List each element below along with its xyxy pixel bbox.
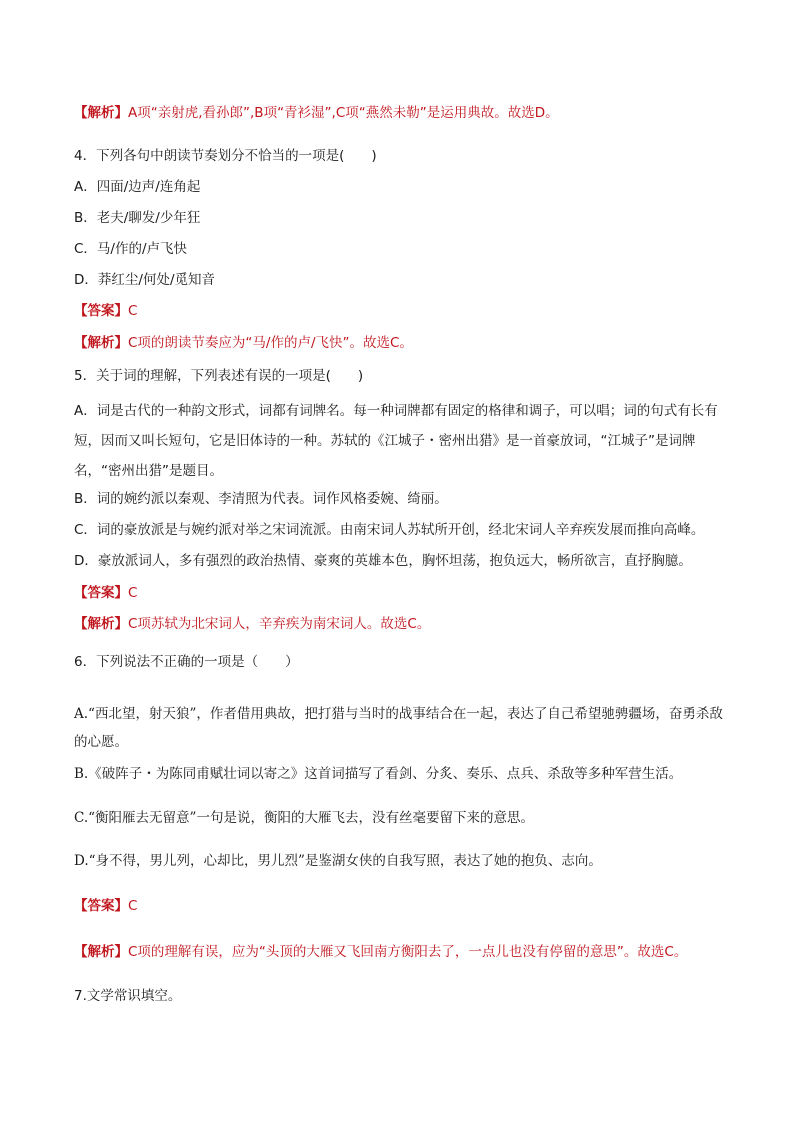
q4-option-b: B．老夫/聊发/少年狂 — [74, 210, 201, 226]
q4-option-a: A．四面/边声/连角起 — [74, 179, 201, 195]
q6-analysis — [74, 942, 724, 962]
q5-option-a: A．词是古代的一种韵文形式，词都有词牌名。每一种词牌都有固定的格律和调子，可以唱；词的句式有长有短，因而又叫长短句，它是旧体诗的一种。苏轼的《江城子・密州出猎》是一首豪放词，“江城子”是词牌名，“密州出猎”是题目。 — [74, 403, 718, 479]
q6-analysis-text: C项的理解有误，应为“头顶的大雁又飞回南方衡阳去了，一点儿也没有停留的意思”。故选C。 — [128, 944, 688, 960]
answer-label: 【答案】 — [74, 898, 128, 914]
q6-option-a: A.“西北望，射天狼”，作者借用典故，把打猎与当时的战事结合在一起，表达了自己希望驰骋疆场，奋勇杀敌的心愿。 — [74, 706, 723, 750]
q5-option-d: D．豪放派词人，多有强烈的政治热情、豪爽的英雄本色，胸怀坦荡，抱负远大，畅所欲言，直抒胸臆。 — [74, 553, 692, 569]
q4-option-d: D．莽红尘/何处/觅知音 — [74, 272, 215, 288]
q6-option-c: C.“衡阳雁去无留意”一句是说，衡阳的大雁飞去，没有丝毫要留下来的意思。 — [74, 810, 534, 826]
q4-answer-value: C — [128, 303, 138, 319]
q3-analysis-text: A项“亲射虎,看孙郎”,B项“青衫湿”,C项“燕然未勒”是运用典故。故选D。 — [128, 105, 559, 121]
q5-answer — [74, 583, 724, 603]
analysis-label: 【解析】 — [74, 335, 128, 351]
q6-answer-value: C — [128, 898, 138, 914]
answer-label: 【答案】 — [74, 303, 128, 319]
q7-stem: 7.文学常识填空。 — [74, 988, 182, 1004]
q6-stem: 6．下列说法不正确的一项是（ ） — [74, 654, 299, 670]
analysis-label: 【解析】 — [74, 616, 128, 632]
q5-option-b: B．词的婉约派以秦观、李清照为代表。词作风格委婉、绮丽。 — [74, 491, 448, 507]
q5-answer-value: C — [128, 585, 138, 601]
q6-answer — [74, 896, 724, 916]
q4-option-c: C．马/作的/卢飞快 — [74, 241, 188, 257]
q4-answer — [74, 301, 724, 321]
q6-option-b: B.《破阵子・为陈同甫赋壮词以寄之》这首词描写了看剑、分炙、奏乐、点兵、杀敌等多种军营生活。 — [74, 766, 683, 782]
analysis-label: 【解析】 — [74, 105, 128, 121]
q5-stem: 5．关于词的理解，下列表述有误的一项是( ) — [74, 368, 364, 384]
q5-analysis — [74, 614, 724, 634]
q4-analysis — [74, 333, 724, 353]
answer-label: 【答案】 — [74, 585, 128, 601]
q3-analysis — [74, 103, 724, 123]
q4-stem: 4．下列各句中朗读节奏划分不恰当的一项是( ) — [74, 148, 377, 164]
analysis-label: 【解析】 — [74, 944, 128, 960]
q5-analysis-text: C项苏轼为北宋词人，辛弃疾为南宋词人。故选C。 — [128, 616, 431, 632]
q5-option-c: C．词的豪放派是与婉约派对举之宋词流派。由南宋词人苏轼所开创，经北宋词人辛弃疾发展而推向高峰。 — [74, 522, 705, 538]
q6-option-d: D.“身不得，男儿列，心却比，男儿烈”是鉴湖女侠的自我写照，表达了她的抱负、志向。 — [74, 853, 602, 869]
q4-analysis-text: C项的朗读节奏应为“马/作的卢/飞快”。故选C。 — [128, 335, 413, 351]
